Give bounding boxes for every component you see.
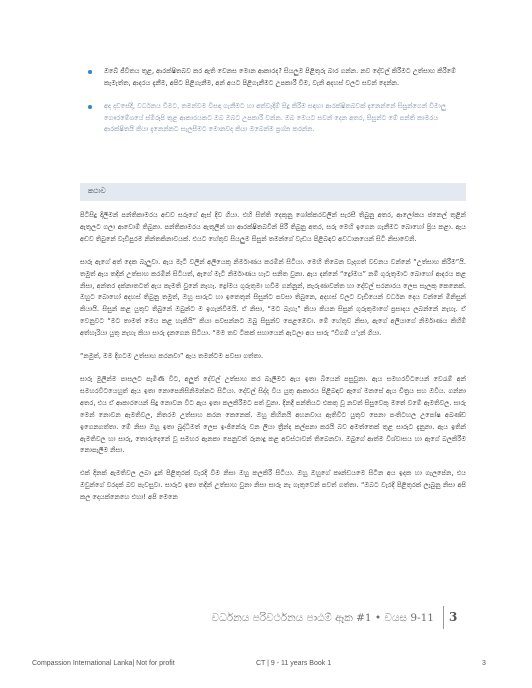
discussion-bullets bbox=[88, 66, 468, 148]
story-paragraph: පිටිසිදු දිලීමන් පන්තිකාමරය අඩව සරුගේ ඇස් දිව ගියා. එහි සිත්ති දෙකුනු ශෝක්කරවලින් සැරසී තිබුනු අතර, ආලෝකය ජනෙල් තුළින් ඇතුලට ගලා ආවොම් තිබුනා. පන්තිකාමරය ඇතුලින් හා ආරක්ෂිතබවින් පිරී තිබුනු අතර, සරු මෙහි ඉගෙන ගැනීමට බොහෝ ප්‍රිය කළා. ඇය අඩව තිබුනේ වැඩිපුරම නින්තකිනාවයක්. එයට හේතුව සියලුම සිසුන් තමන්ගේ වැඩය පිළිබඳව අවධානයෙන් සිටි නිසාවෙනි. bbox=[80, 211, 466, 243]
section-title: කථාව bbox=[88, 187, 106, 195]
bullet-dot bbox=[88, 70, 92, 74]
running-head-page-number: 3 bbox=[449, 610, 458, 624]
bullet-dot bbox=[88, 105, 92, 109]
bullet-text: අද දවසේදී, වර්ධනය වීමට, තමන්වම විසඳා ගැනීමට හා අත්වැදීම් සිදු කිරීම සඳහා ආරක්ෂිතබවක් දැනෙන්නේ සිසුන්ගෙන් වීමාලු ගෞරමේශයේ ස්මීරූපි තුළ ආකාරයකට ඔබ ඔබට උපකාරී වන්න. ඔබ මෙයට සවන් දෙන අතර, සිසුන්ට මේ පන්ති කාමරය ආරක්ෂිතයි කියා දැනෙන්නට සැලසීමට මොනවද කියා ඔබෙන්ම ප්‍රශ්න කරන්න. bbox=[104, 102, 446, 133]
footer-page-number: 3 bbox=[482, 660, 486, 667]
story-paragraph: සාරු ඇගේ අත් දෙක බැලුවා. ඇය මැටි වලින් අලියෙකු නිර්මාණය කරමින් සිටියා. මෙහි තිබෙන වැදගත් වචනය වන්නේ “උත්සාහ කිරීම”යි. තමුත් ඇය තදින් උත්සාහ කරමින් සිටියත්, ඇගේ මැටි නිර්මාණය හැට සනිත වුනා. ඇය දන්නේ “ද්‍රෝමය” නම් ගුරුතුමාට බොහෝ ආදරය කළ නිසා, අන්තර දක්නාතටත් ඇය කැමති වුනේ නැහැ. ද්‍රෝමය ගුරුතුමා හවිම ගන්නුන්, කැරුණාවන්ත හා දේවල් සරනාරය ලෙස සැලකු කෙනෙක්. ඔහුට බොහෝ අදහස් තිබුනු තමුත්, ඔහු සාරුට හා ඉතෙතුන් සිසුන්ට පවසා තිබුනෙ, අදහස් වලට වැඩියෙන් වර්ධන දෙය වන්නේ මිනිසුන් කියායි. සිසුන් කළ යුතුව තිබුනේ ඔබුන්ට ම ඉගැන්වීමයි. ඒ නිසා, “මට බැහැ” කියා කියන සිසුන් ගුරුතුමාගේ ප්‍රසාදය ලබන්නේ නැහැ. ඒ වෙනුවට “මට තාමත් මෙය කළ හැකියි” කියා පවසන්නට ඔබු සිසුන්ව පෙළඹෙවා. මේ හේතුව නිසා, ඇගේ අලියාගේ නිර්මාණය කිහිම් අත්හැරියා යුතු නැහැ කියා සාරු දැනගෙන සිටියා. “මම තව ටිකක් සහායෙන් ඇටලා අය සාරු “ඩිගම් ය”ැන් ගියා. bbox=[80, 257, 466, 338]
footer-organization: Compassion International Lanka| Not for profit bbox=[32, 660, 175, 667]
section-header-story bbox=[80, 183, 466, 201]
running-head: වර්ධනය පරිවර්ථනය පාඨම් ඈක #1 • වයස 9-11 bbox=[211, 612, 434, 624]
story-body bbox=[80, 210, 466, 515]
story-paragraph: සාරු මුලින්ම පාසලට පැමිණි විට, අලුත් දේවල් උත්සාහ කර බැලීමට ඇය ඉතා බියෙන් පසුවුනා. ඇය සමහරවිටයෙන් වෙරැම් අන් සමහරවිටයෙහුත් ඇය ඉතා නොපෙනිසිනිමන්නට සිටියා. දේවල් සිද්ද විය යුතු ආකාරය පිළිබඳව ඇගේ මනසේ ඇය චිත්‍රය සහ ඔවිය. ගන්නා අතර, එය ඒ ආකාරයෙන් සිදු නොවන විට ඇය ඉතා කලකිරීමට පත් වුනා. දිනදී පන්තියට එකතු වූ නවත් සිසුවෙකු මතේ වමේ ඇමතිවල. සාරු මෙන් නොවන ඇමතිවල, නිතරම උත්සාහ කරන කෙනෙක්. ඔහු කිහිනයි අහනවාය ඇතිවිට යුතුව පෙනා පංතිටහල උපෝෂ අඛණ්ඩ ඉගෙනගත්තා. මේ නිසා ඔහු ඉතා බුද්ධිමත් ලෙස ඉංජිනේරු වන ලියා ත්‍රීන්ද කල්පනා කරයි බව අමත්තෙක් තුළ සාරුට දැනුනා. ඇය ඉතින් ඇමතිවල හා සාරු, තොරුදෙනේ වූ සමහර ඇනකා පෙනුවත් රුනාදු කළ අවස්ථාවන් තිබෙනවා. ඔබුගේ ආත්ම විශ්වාසය හා ඇගේ බලකිරීම නොපැලීම නිසා. bbox=[80, 374, 466, 455]
story-paragraph: එක් දිනක් ඇමතිවල ලබා දුන් පිළිතුරක් වැරදි වීම නිසා ඔහු කලකිරී සිටියා. ඔහු ඔහුගේ කෘන්ඩයමෙ සිටින අය ඉදක හා ගැලපේන, එය ඔවුන්ගේ වරදක් බව පැවසුවා. සාරුට ඉතා තදින් උත්සාහ වුනා නිසා සාරු නැ ගැතුවෙන් පවත් ගත්තා. “ඔබට වැරදි පිළිතුරක් ලැබුනු නිසා අපි කල දෙයක්නෙහෙ එහා! අපි මෙනෙ bbox=[80, 469, 466, 502]
bullet-item bbox=[88, 66, 468, 89]
running-head-divider bbox=[443, 606, 444, 629]
bullet-text: ඔබේ ජීවිතය තුළ, ආරක්ෂිතබව කර ඇති වෙනස මොන ආකාරද? සියලුම පිළිතුරු බාර ගන්න. නව දේවල් කිරීමට උත්සාහ කිරීමේ කැමැත්ත, ආදරය දැනීම, අපිට පිළිගැනීම, අන් අයට පිළිගැනීමට උපකාරී වීම, වැනි අදහස් වලට සවන් දෙන්න. bbox=[104, 67, 456, 87]
story-paragraph: “නමුත්, මම දිගටම උත්සාහ කරනවා” ඇය තමන්ටම පවසා ගත්තා. bbox=[80, 352, 264, 361]
bullet-item bbox=[88, 101, 468, 136]
footer-book-info: CT | 9 - 11 years Book 1 bbox=[256, 660, 332, 667]
